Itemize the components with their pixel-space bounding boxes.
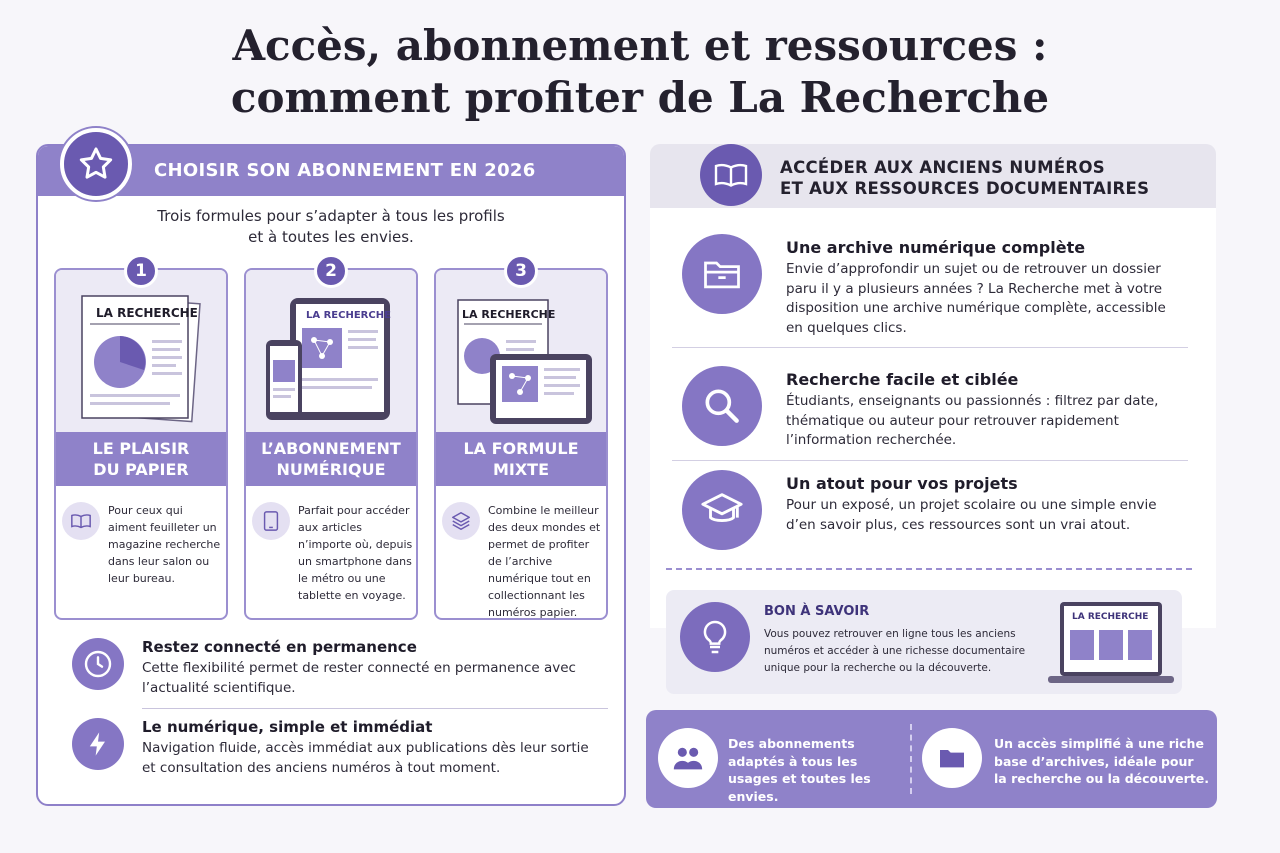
laptop-illustration [1046, 600, 1176, 686]
plan-title [56, 432, 226, 486]
page-title-line1: Accès, abonnement et ressources : [232, 21, 1048, 70]
archive-item-title: Un atout pour vos projets [786, 474, 1018, 493]
folder-icon [922, 728, 982, 788]
divider [910, 724, 912, 794]
book-icon [62, 502, 100, 540]
archives-panel [650, 144, 1216, 544]
lightning-icon [72, 718, 124, 770]
summary-archives: Un accès simplifié à une riche base d’archives, idéale pour la recherche ou la découverte. [994, 736, 1210, 786]
open-book-icon [700, 144, 762, 206]
good-to-know-box [666, 590, 1182, 694]
plan-description: Pour ceux qui aiment feuilleter un magazine recherche dans leur salon ou leur bureau. [108, 504, 221, 585]
intro-line2: et à toutes les envies. [248, 228, 414, 246]
lightbulb-icon [680, 602, 750, 672]
mixed-illustration [436, 270, 606, 432]
summary-subscriptions: Des abonnements adaptés à tous les usages et toutes les envies. [728, 736, 871, 804]
tablet-icon [252, 502, 290, 540]
plan-description: Combine le meilleur des deux mondes et permet de profiter de l’archive numérique tout en collectionnant les numéros papier. [488, 504, 601, 619]
plan-number: 1 [124, 254, 158, 288]
archive-item-title: Une archive numérique complète [786, 238, 1086, 257]
archives-header-line2: ET AUX RESSOURCES DOCUMENTAIRES [780, 179, 1150, 198]
archives-header-line1: ACCÉDER AUX ANCIENS NUMÉROS [780, 158, 1105, 177]
divider [672, 347, 1188, 348]
plan-title [246, 432, 416, 486]
page-title [0, 20, 1280, 124]
folder-icon [682, 234, 762, 314]
search-icon [682, 366, 762, 446]
plan-title-line2: DU PAPIER [93, 460, 189, 479]
good-to-know-text: Vous pouvez retrouver en ligne tous les anciens numéros et accéder à une richesse documentaire unique pour la recherche ou la découverte. [764, 628, 1026, 674]
intro-line1: Trois formules pour s’adapter à tous les profils [157, 207, 505, 225]
feature-title: Le numérique, simple et immédiat [142, 718, 433, 736]
feature-text: Cette flexibilité permet de rester connecté en permanence avec l’actualité scientifique. [142, 660, 576, 696]
plan-title-line1: LE PLAISIR [92, 439, 190, 458]
plan-title-line1: L’ABONNEMENT [261, 439, 401, 458]
devices-illustration [246, 270, 416, 432]
plan-card-digital[interactable] [244, 261, 418, 620]
card-logo: LA RECHERCHE [96, 306, 198, 320]
divider [672, 460, 1188, 461]
plan-card-mixed[interactable] [434, 261, 608, 620]
plan-card-paper[interactable] [54, 261, 228, 620]
good-to-know-title: BON À SAVOIR [764, 604, 870, 619]
plan-title-line1: LA FORMULE [463, 439, 579, 458]
feature-title: Restez connecté en permanence [142, 638, 417, 656]
plan-title-line2: MIXTE [492, 460, 550, 479]
card-logo: LA RECHERCHE [462, 308, 556, 321]
subscription-panel [36, 144, 626, 806]
page-title-line2: comment profiter de La Recherche [230, 73, 1050, 122]
archive-item-text: Envie d’approfondir un sujet ou de retrouver un dossier paru il y a plusieurs années ? La Recherche met à votre disposition une archive numérique complète, accessible en quelques clics. [786, 261, 1166, 336]
star-icon [60, 128, 132, 200]
archives-header [650, 144, 1216, 208]
card-logo: LA RECHERCHE [306, 310, 391, 321]
archives-header-title [780, 157, 1149, 199]
clock-icon [72, 638, 124, 690]
paper-magazine-illustration [56, 270, 226, 432]
layers-icon [442, 502, 480, 540]
subscription-header-title: CHOISIR SON ABONNEMENT EN 2026 [154, 160, 536, 181]
archive-item-text: Étudiants, enseignants ou passionnés : filtrez par date, thématique ou auteur pour retrouver rapidement l’information recherchée. [786, 393, 1159, 448]
plan-title [436, 432, 606, 486]
divider [142, 708, 608, 709]
plan-number: 2 [314, 254, 348, 288]
archive-item-title: Recherche facile et ciblée [786, 370, 1019, 389]
archive-item-text: Pour un exposé, un projet scolaire ou une simple envie d’en savoir plus, ces ressources sont un vrai atout. [786, 497, 1157, 533]
plan-number: 3 [504, 254, 538, 288]
users-icon [658, 728, 718, 788]
dashed-divider [666, 568, 1192, 570]
plan-description: Parfait pour accéder aux articles n’importe où, depuis un smartphone dans le métro ou une tablette en voyage. [298, 504, 413, 602]
plan-title-line2: NUMÉRIQUE [276, 460, 386, 479]
laptop-logo: LA RECHERCHE [1072, 612, 1149, 622]
graduation-cap-icon [682, 470, 762, 550]
feature-text: Navigation fluide, accès immédiat aux publications dès leur sortie et consultation des anciens numéros à tout moment. [142, 740, 589, 776]
summary-banner [646, 710, 1217, 808]
subscription-intro [38, 206, 624, 248]
